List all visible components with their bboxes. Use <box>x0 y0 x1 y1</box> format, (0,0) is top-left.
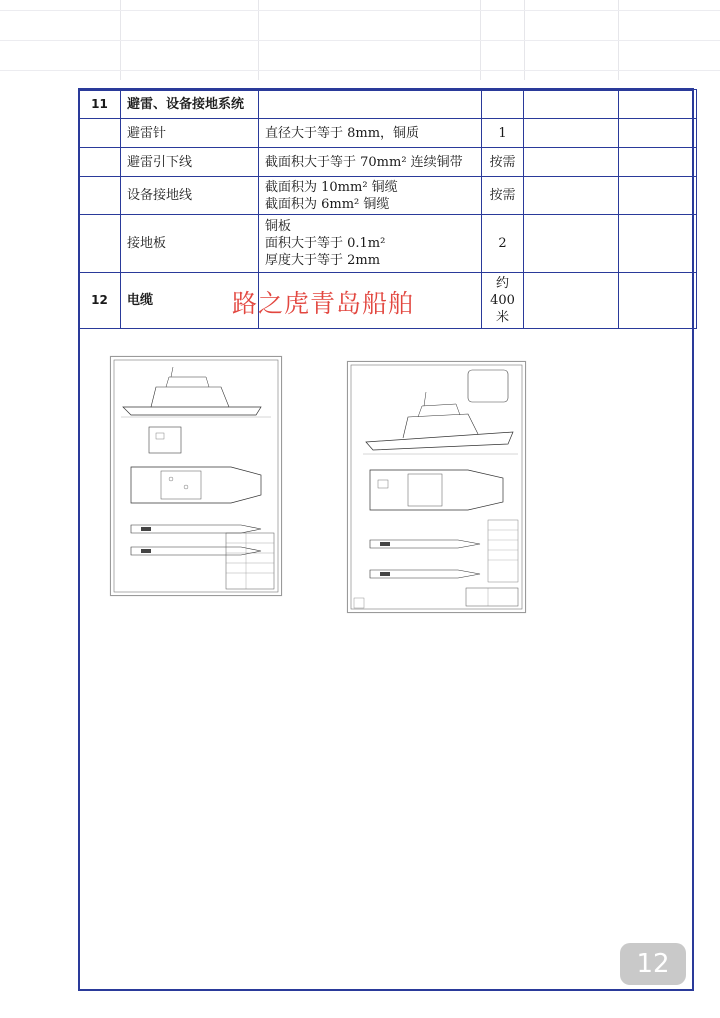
section-number: 11 <box>79 90 121 119</box>
section-title: 电缆 <box>121 273 259 329</box>
table-row <box>79 215 697 273</box>
general-arrangement-drawing-icon <box>111 357 281 595</box>
item-spec: 直径大于等于 8mm，铜质 <box>259 119 482 148</box>
table-row <box>79 90 697 119</box>
watermark-text: 路之虎青岛船舶 <box>232 289 415 318</box>
item-name: 设备接地线 <box>121 177 259 215</box>
boat-drawing-right <box>347 361 526 613</box>
page-number-badge: 12 <box>620 943 686 985</box>
arrangement-plan-drawing-icon <box>348 362 525 612</box>
item-qty: 1 <box>482 119 524 148</box>
table-row <box>79 119 697 148</box>
item-qty: 按需 <box>482 148 524 177</box>
item-qty: 约 400 米 <box>482 273 524 329</box>
item-qty: 按需 <box>482 177 524 215</box>
item-spec: 铜板 面积大于等于 0.1m² 厚度大于等于 2mm <box>259 215 482 273</box>
section-number: 12 <box>79 273 121 329</box>
table-row <box>79 148 697 177</box>
item-name: 接地板 <box>121 215 259 273</box>
section-title: 避雷、设备接地系统 <box>121 90 259 119</box>
item-qty: 2 <box>482 215 524 273</box>
table-row <box>79 177 697 215</box>
boat-drawing-left <box>110 356 282 596</box>
background-grid <box>0 0 720 80</box>
item-spec: 截面积为 10mm² 铜缆 截面积为 6mm² 铜缆 <box>259 177 482 215</box>
item-name: 避雷针 <box>121 119 259 148</box>
item-spec: 截面积大于等于 70mm² 连续铜带 <box>259 148 482 177</box>
item-name: 避雷引下线 <box>121 148 259 177</box>
